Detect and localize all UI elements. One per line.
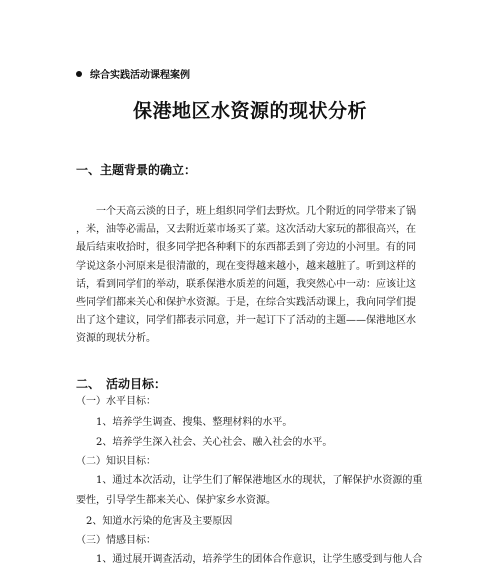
section-heading-goals: 二、 活动目标： bbox=[76, 377, 167, 391]
subheading-ability-goals: （一）水平目标： bbox=[76, 396, 156, 407]
bullet-icon bbox=[76, 71, 82, 77]
paragraph-line: ，米，油等必需品，又去附近菜市场买了菜。这次活动大家玩的都很高兴，在 bbox=[76, 224, 416, 236]
list-item: 1、通过展开调查活动，培养学生的团体合作意识，让学生感受到与他人合 bbox=[96, 554, 423, 565]
document-title: 保港地区水资源的现状分析 bbox=[132, 100, 367, 122]
paragraph-line: 学说这条小河原来是很清澈的，现在变得越来越小，越来越脏了。听到这样的 bbox=[76, 260, 416, 272]
list-item-continuation: 要性，引导学生都来关心、保护家乡水资源。 bbox=[76, 495, 276, 506]
paragraph-line: 出了这个建议，同学们都表示同意，并一起订下了活动的主题——保港地区水 bbox=[76, 315, 416, 327]
list-item: 2、培养学生深入社会、关心社会、融入社会的水平。 bbox=[96, 437, 333, 448]
paragraph-line: 资源的现状分析。 bbox=[76, 333, 156, 345]
list-item: 2、知道水污染的危害及主要原因 bbox=[86, 516, 233, 527]
section-heading-background: 一、主题背景的确立： bbox=[76, 163, 197, 177]
header-tag bbox=[76, 66, 190, 81]
header-tag-text: 综合实践活动课程案例 bbox=[90, 70, 190, 81]
paragraph-line: 一个天高云淡的日子，班上组织同学们去野炊。几个附近的同学带来了锅 bbox=[96, 206, 416, 217]
paragraph-line: 些同学们都来关心和保护水资源。于是，在综合实践活动课上，我向同学们提 bbox=[76, 297, 416, 309]
paragraph-line: 最后结束收拾时，很多同学把各种剩下的东西都丢到了旁边的小河里。有的同 bbox=[76, 242, 416, 254]
list-item: 1、培养学生调查、搜集、整理材料的水平。 bbox=[96, 417, 293, 428]
list-item: 1、通过本次活动，让学生们了解保港地区水的现状，了解保护水资源的重 bbox=[96, 475, 423, 486]
subheading-emotion-goals: （三）情感目标： bbox=[76, 535, 156, 546]
subheading-knowledge-goals: （二）知识目标： bbox=[76, 456, 156, 467]
background-paragraph bbox=[76, 203, 424, 349]
paragraph-line: 话，看到同学们的举动，联系保港水质差的问题，我突然心中一动：应该让这 bbox=[76, 278, 416, 290]
